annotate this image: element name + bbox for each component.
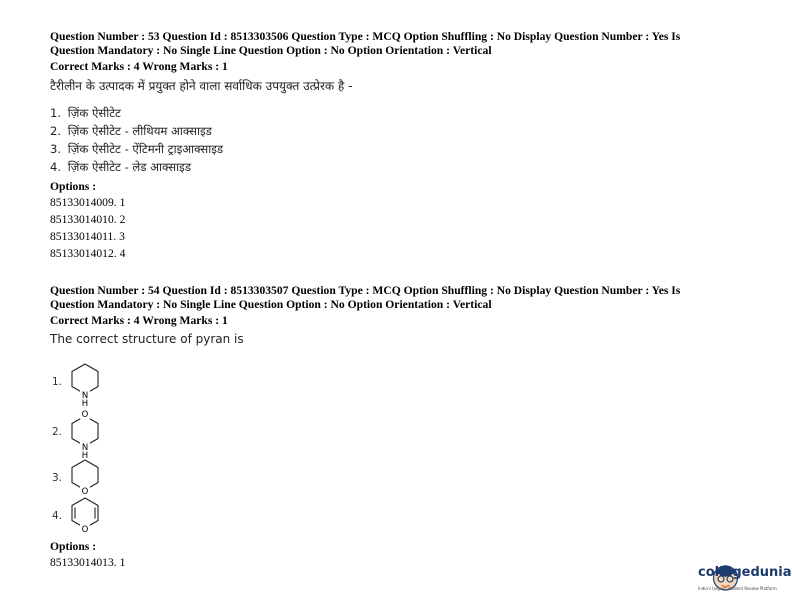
q53-header-line1: Question Number : 53 Question Id : 8513303506 Question Type : MCQ Option Shuffling : No Display Question Number : Yes Is [50,30,681,43]
q54-marks: Correct Marks : 4 Wrong Marks : 1 [50,314,228,327]
q53-option-id-3: 85133014011. 3 [50,230,125,243]
atom-label: O [81,410,89,420]
atom-label: O [81,525,89,535]
atom-label: O [81,487,89,497]
q54-choice-1-structure [60,360,110,410]
choice-number: 2. [50,124,62,138]
q54-option-id-1: 85133014013. 1 [50,556,126,569]
choice-number: 4. [50,160,62,174]
q54-choice-2-number: 2. [52,426,63,438]
choice-text: ज़िंक ऐसीटेट - लीथियम आक्साइड [67,124,212,138]
q54-choice-3-structure [60,458,110,498]
q54-question: The correct structure of pyran is [50,332,244,346]
atom-label: H [81,451,89,460]
q54-options-label: Options : [50,540,97,553]
q53-choice-2 [50,124,212,139]
q53-header [50,30,750,58]
q53-choice-3 [50,142,223,157]
q53-header-line2: Question Mandatory : No Single Line Question Option : No Option Orientation : Vertical [50,44,492,57]
choice-text: ज़िंक ऐसीटेट - लेड आक्साइड [67,160,192,174]
q54-choice-3-number: 3. [52,472,63,484]
q54-choice-4-structure [60,496,110,536]
atom-label: N [81,391,89,401]
atom-label: H [81,399,89,409]
logo-tagline: India's largest Student Review Platform [698,586,777,591]
q53-question: टैरीलीन के उत्पादक में प्रयुक्त होने वाला सर्वाधिक उपयुक्त उत्प्रेरक है - [50,79,353,93]
q54-choice-4-number: 4. [52,510,63,522]
q54-header-line1: Question Number : 54 Question Id : 8513303507 Question Type : MCQ Option Shuffling : No Display Question Number : Yes Is [50,284,681,297]
choice-number: 3. [50,142,62,156]
q53-option-id-4: 85133014012. 4 [50,247,126,260]
q54-choice-2-structure [60,406,110,460]
q53-choice-4 [50,160,191,175]
q53-marks: Correct Marks : 4 Wrong Marks : 1 [50,60,228,73]
atom-label: N [81,443,89,453]
logo-name: collegedunia [698,565,792,580]
q53-options-label: Options : [50,180,97,193]
choice-text: ज़िंक ऐसीटेट - ऐंटिमनी ट्राइआक्साइड [67,142,224,156]
q53-option-id-2: 85133014010. 2 [50,213,126,226]
q54-header-line2: Question Mandatory : No Single Line Question Option : No Option Orientation : Vertical [50,298,492,311]
q54-choice-1-number: 1. [52,376,63,388]
choice-number: 1. [50,106,62,120]
q53-choice-1 [50,106,121,121]
q54-header [50,284,750,312]
choice-text: ज़िंक ऐसीटेट [67,106,121,120]
q53-option-id-1: 85133014009. 1 [50,196,126,209]
